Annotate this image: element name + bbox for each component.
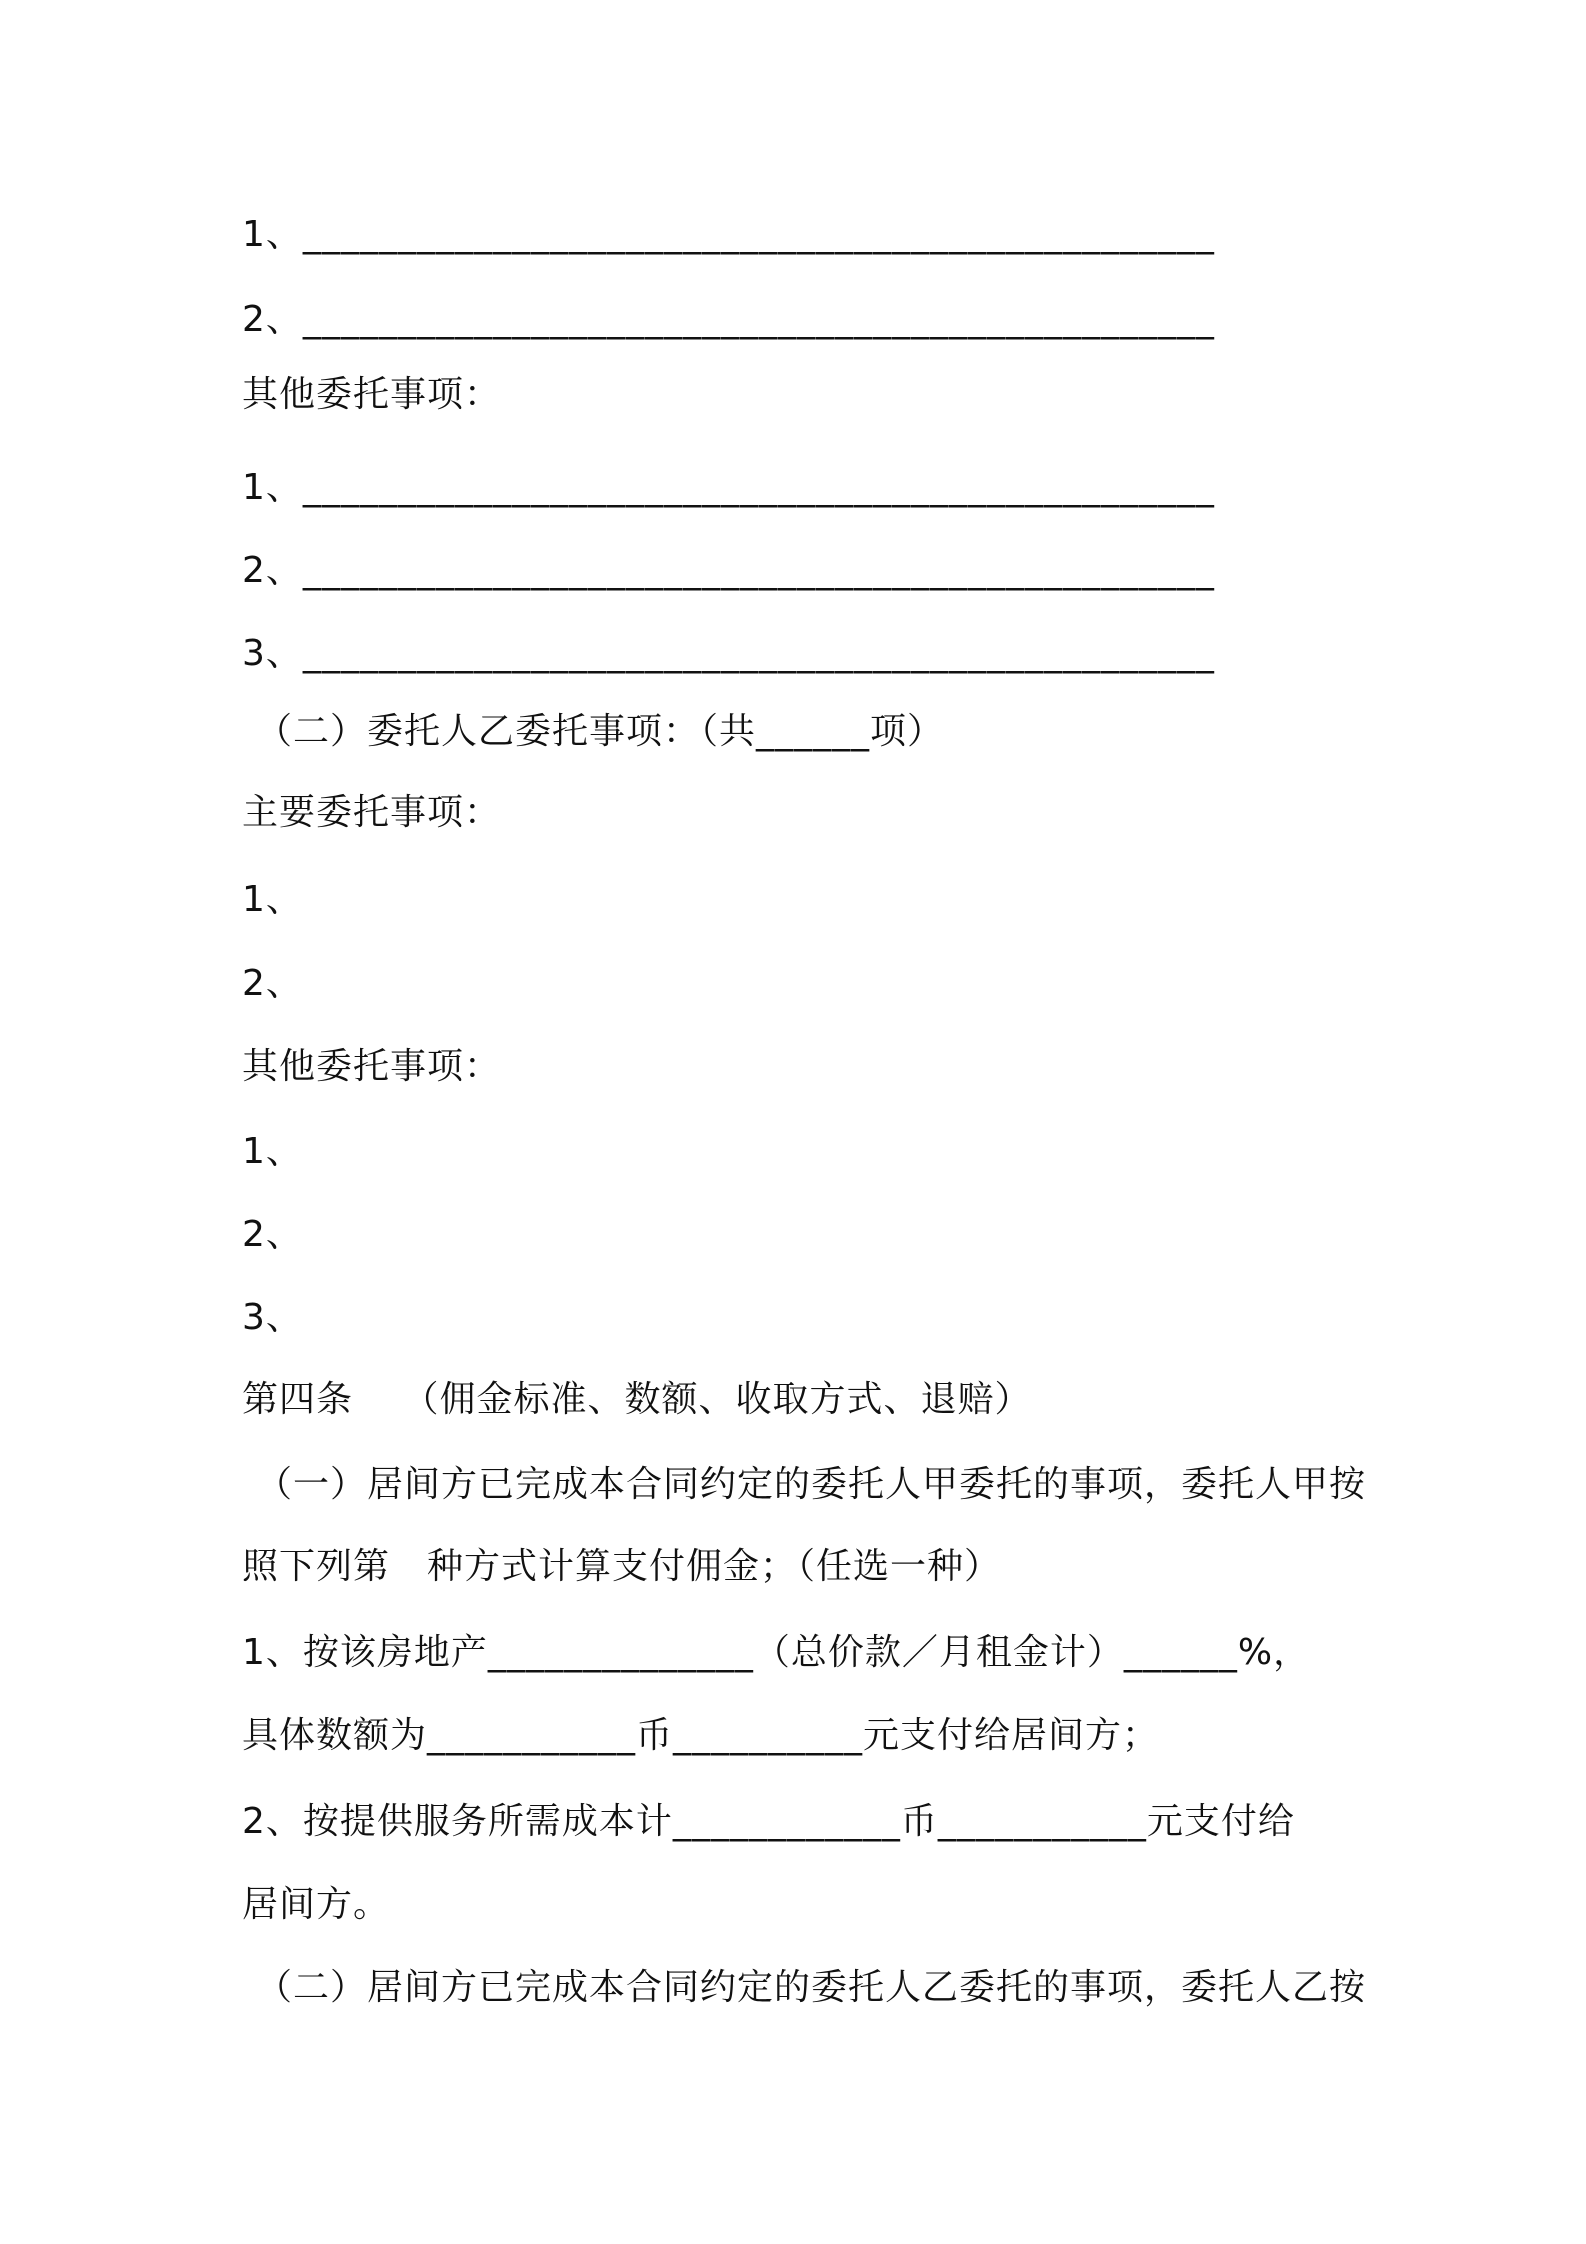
option-1-text: 1、按该房地产______________（总价款／月租金计）______%，: [242, 1632, 1311, 1673]
clause-2-text: （二）居间方已完成本合同约定的委托人乙委托的事项，委托人乙按: [256, 1967, 1367, 2008]
option-2-text-cont: 居间方。: [242, 1884, 391, 1925]
option-2-text: 2、按提供服务所需成本计____________币___________元支付给: [242, 1801, 1295, 1842]
item-d1: 1、: [242, 1131, 303, 1172]
clause-2-heading: （二）委托人乙委托事项：（共______项）: [256, 711, 945, 752]
item-d2: 2、: [242, 1214, 303, 1255]
item-b2-blank: 2、________________________________________________: [242, 550, 1215, 591]
item-a1-blank: 1、________________________________________________: [242, 214, 1215, 255]
section-heading-main: 主要委托事项：: [242, 792, 502, 833]
item-b3-blank: 3、________________________________________________: [242, 633, 1215, 674]
article-4-heading: 第四条 （佣金标准、数额、收取方式、退赔）: [242, 1379, 1032, 1420]
section-heading-other: 其他委托事项：: [242, 374, 502, 415]
item-c2: 2、: [242, 963, 303, 1004]
item-c1: 1、: [242, 879, 303, 920]
clause-1-text-cont: 照下列第 种方式计算支付佣金；（任选一种）: [242, 1546, 1002, 1587]
item-a2-blank: 2、________________________________________________: [242, 299, 1215, 340]
item-b1-blank: 1、________________________________________________: [242, 467, 1215, 508]
option-1-text-cont: 具体数额为___________币__________元支付给居间方；: [242, 1715, 1160, 1756]
item-d3: 3、: [242, 1297, 303, 1338]
section-heading-other-2: 其他委托事项：: [242, 1046, 502, 1087]
clause-1-text: （一）居间方已完成本合同约定的委托人甲委托的事项，委托人甲按: [256, 1464, 1367, 1505]
